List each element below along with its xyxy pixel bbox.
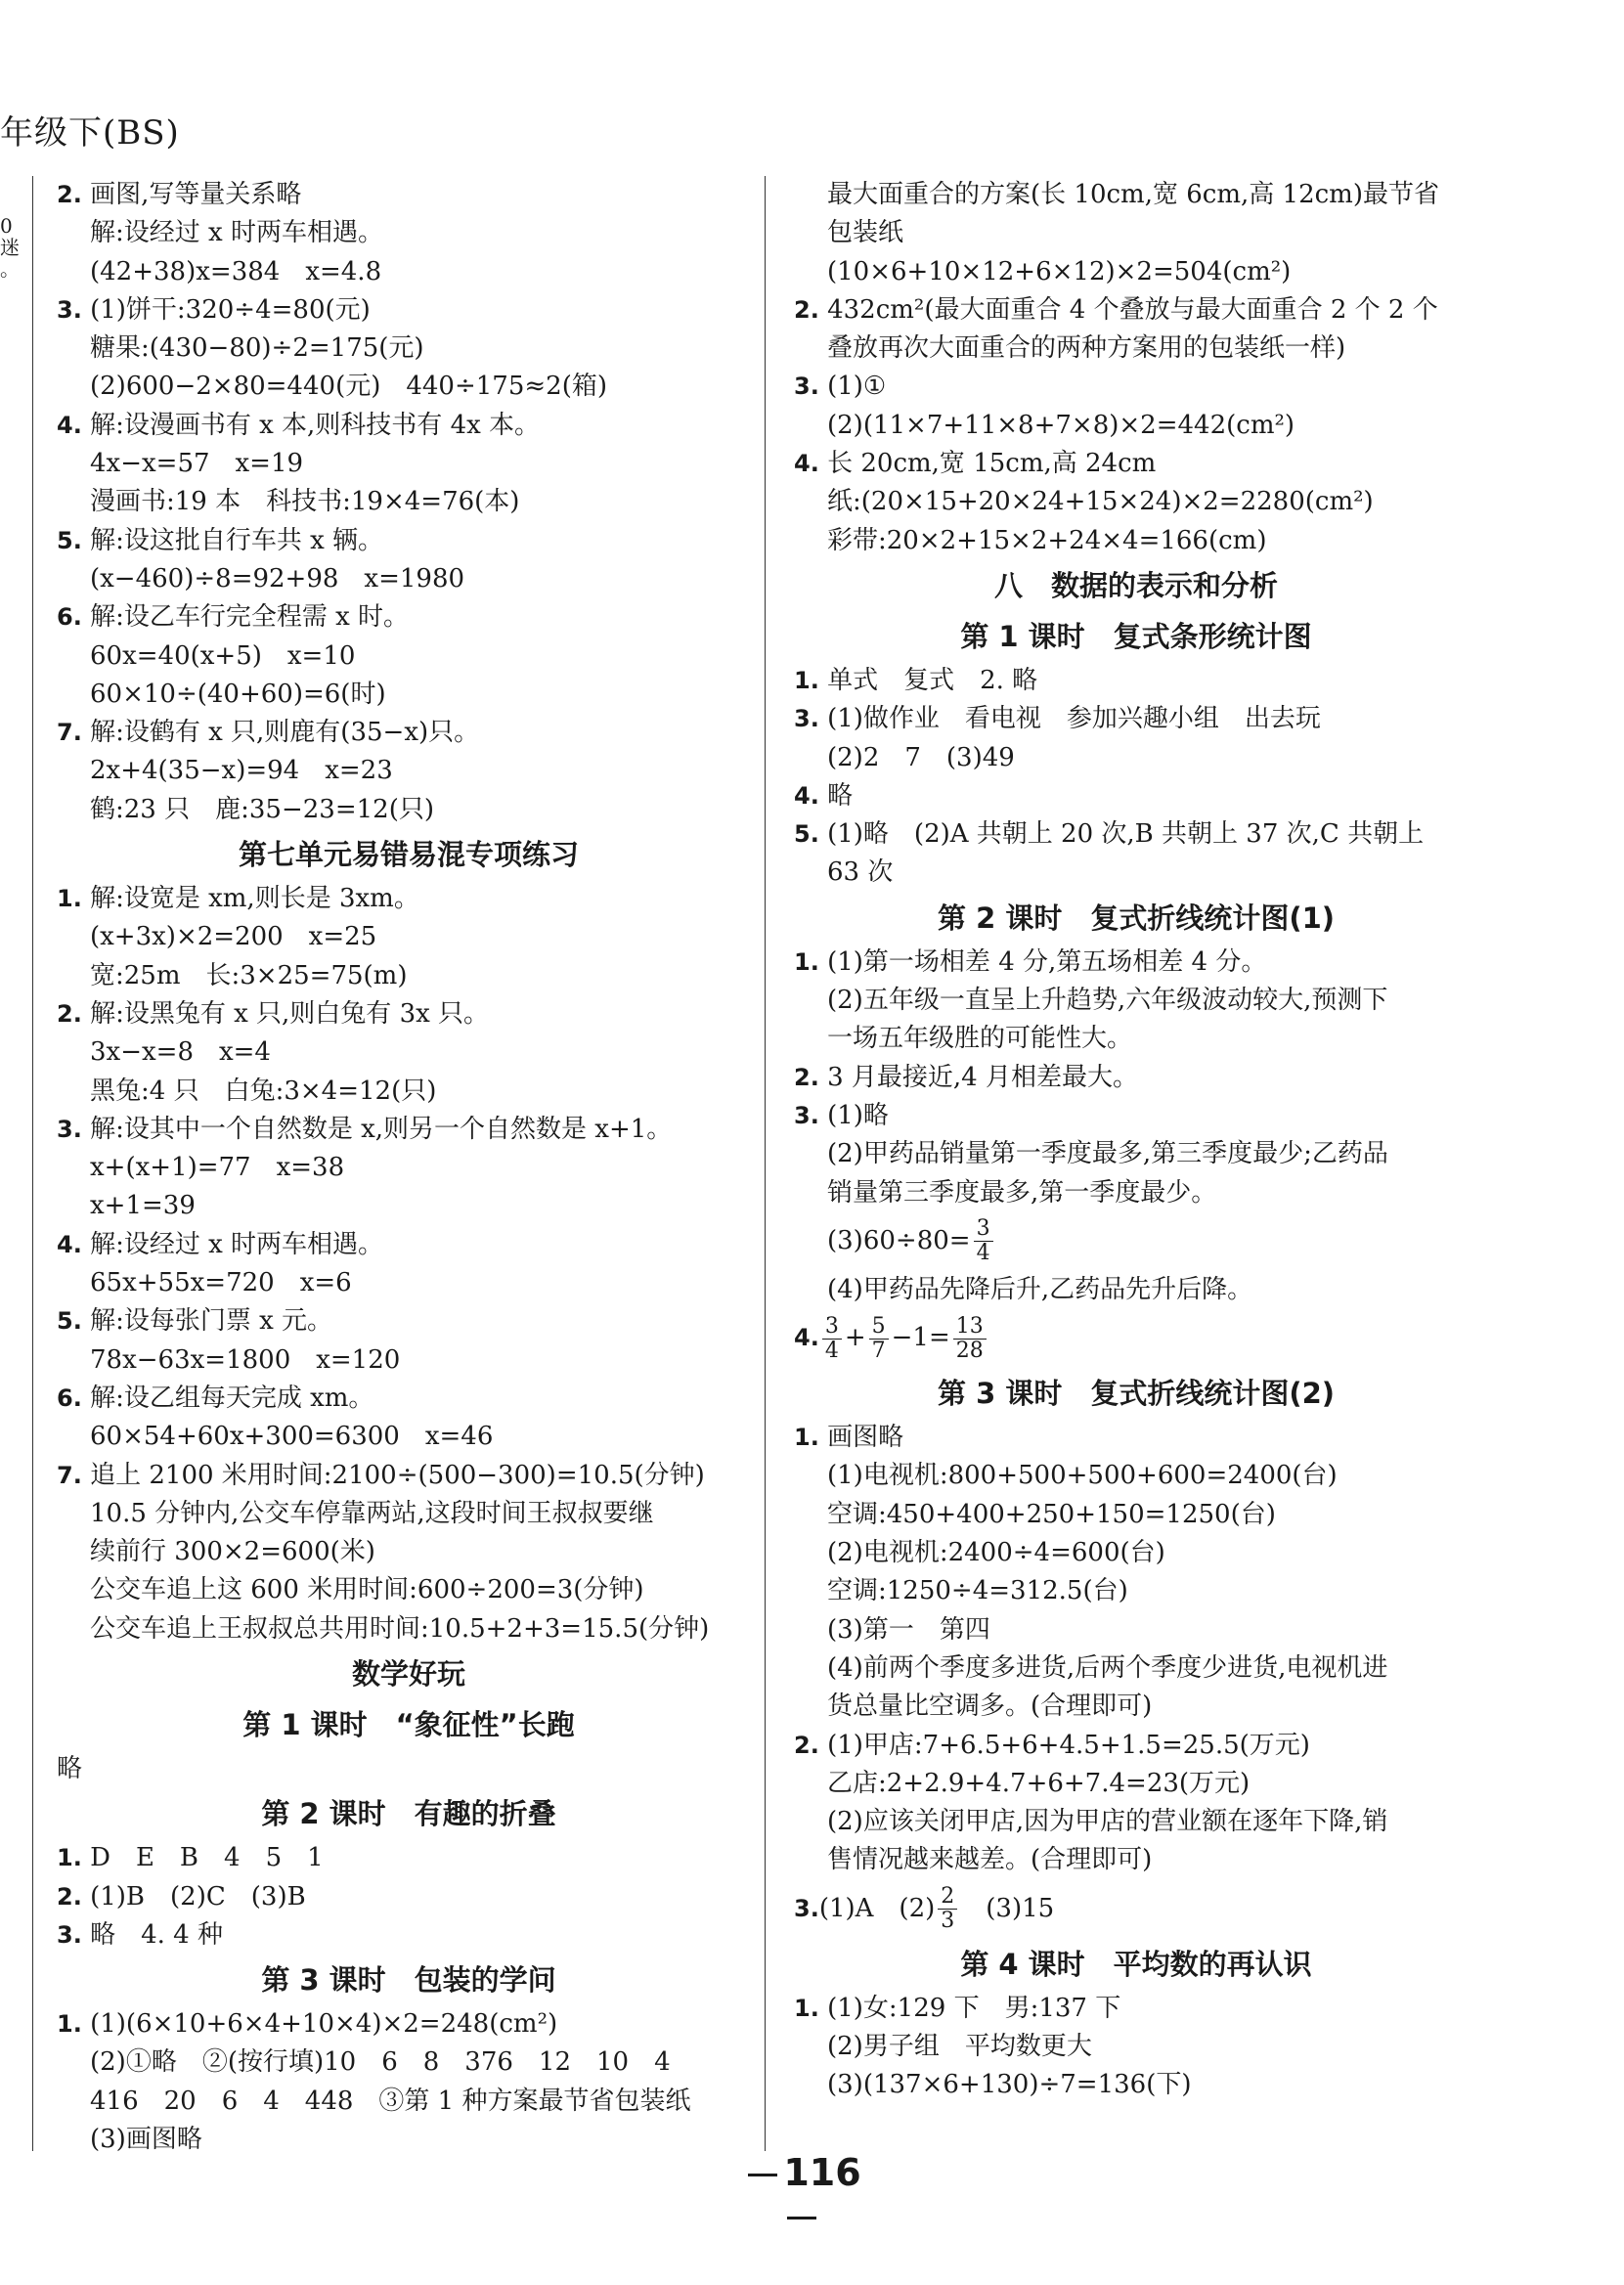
answer-line: [57, 407, 761, 445]
answer-line: [794, 662, 1478, 700]
fraction: [869, 1315, 889, 1363]
answer-text: 解:设宽是 xm,则长是 3xm。: [90, 884, 419, 914]
answer-line: 纸:(20×15+20×24+15×24)×2=2280(cm²): [827, 487, 1374, 517]
left-margin-rule: [32, 176, 33, 2151]
answer-text: D E B 4 5 1: [90, 1843, 324, 1873]
answer-line: 60×54+60x+300=6300 x=46: [90, 1422, 494, 1452]
answer-line-fraction: [794, 1880, 1478, 1939]
answer-line: (42+38)x=384 x=4.8: [90, 256, 382, 286]
answer-line: (2)甲药品销量第一季度最多,第三季度最少;乙药品: [827, 1139, 1388, 1169]
answer-line: (4)甲药品先降后升,乙药品先升后降。: [827, 1274, 1253, 1304]
fraction-numerator: 2: [938, 1885, 957, 1910]
question-number: 1.: [794, 947, 819, 976]
section-heading: 第 4 课时 平均数的再认识: [960, 1947, 1312, 1981]
answer-line: [794, 815, 1478, 854]
section-heading: 第七单元易错易混专项练习: [238, 838, 579, 872]
answer-line: 宽:25m 长:3×25=75(m): [90, 960, 408, 990]
question-number: 2.: [57, 181, 82, 208]
answer-text: 解:设黑兔有 x 只,则白兔有 3x 只。: [90, 998, 490, 1029]
answer-text: 解:设其中一个自然数是 x,则另一个自然数是 x+1。: [90, 1114, 673, 1144]
answer-line: [57, 176, 761, 214]
answer-line: (1)电视机:800+500+500+600=2400(台): [827, 1461, 1338, 1491]
answer-line: (3)(137×6+130)÷7=136(下): [827, 2070, 1192, 2100]
question-number: 4.: [57, 411, 82, 439]
answer-line: [57, 1878, 761, 1916]
answer-line: 63 次: [827, 857, 894, 888]
question-number: 1.: [794, 666, 819, 694]
fraction-denominator: 3: [941, 1909, 955, 1934]
answer-line: 60x=40(x+5) x=10: [90, 640, 356, 671]
section-heading: 第 1 课时 “象征性”长跑: [242, 1707, 575, 1741]
answer-text: 解:设鹤有 x 只,则鹿有(35−x)只。: [90, 718, 480, 748]
answer-line: 公交车追上这 600 米用时间:600÷200=3(分钟): [90, 1575, 644, 1605]
answer-text: 单式 复式 2. 略: [827, 665, 1038, 695]
answer-text: (1)A (2): [818, 1894, 936, 1924]
answer-line: [57, 1226, 761, 1264]
answer-text: 追上 2100 米用时间:2100÷(500−300)=10.5(分钟): [90, 1460, 705, 1490]
answer-line: (3)第一 第四: [827, 1614, 990, 1645]
fraction-denominator: 28: [955, 1338, 984, 1363]
answer-text: (1)做作业 看电视 参加兴趣小组 出去玩: [827, 704, 1321, 734]
answer-line: 漫画书:19 本 科技书:19×4=76(本): [90, 487, 520, 517]
answer-line: [794, 368, 1478, 406]
answer-line: (x+3x)×2=200 x=25: [90, 922, 377, 952]
answer-text: 3 月最接近,4 月相差最大。: [827, 1062, 1138, 1092]
edge-mark: 。: [0, 257, 20, 281]
answer-line: (2)(11×7+11×8+7×8)×2=442(cm²): [827, 410, 1295, 440]
answer-line: 10.5 分钟内,公交车停靠两站,这段时间王叔叔要继: [90, 1498, 654, 1528]
answer-text: (3)60÷80=: [827, 1226, 971, 1256]
answer-text: (1)(6×10+6×4+10×4)×2=248(cm²): [90, 2009, 558, 2040]
answer-line: 78x−63x=1800 x=120: [90, 1344, 401, 1375]
question-number: 3.: [794, 373, 819, 401]
question-number: 1.: [57, 2010, 82, 2039]
answer-line: 续前行 300×2=600(米): [90, 1537, 375, 1567]
answer-line: [794, 1097, 1478, 1135]
answer-line: (10×6+10×12+6×12)×2=504(cm²): [827, 256, 1292, 286]
question-number: 4.: [794, 781, 819, 810]
answer-line: 叠放再次大面重合的两种方案用的包装纸一样): [827, 333, 1346, 364]
answer-line: (2)电视机:2400÷4=600(台): [827, 1538, 1165, 1568]
answer-line: 包装纸: [827, 218, 904, 248]
answer-line: (2)600−2×80=440(元) 440÷175≈2(箱): [90, 372, 608, 402]
operator: +: [844, 1323, 866, 1353]
answer-line: 售情况越来越差。(合理即可): [827, 1845, 1153, 1875]
answer-line: [57, 598, 761, 637]
left-column: [57, 176, 761, 2159]
fraction-denominator: 4: [824, 1338, 839, 1363]
question-number: 6.: [57, 603, 82, 632]
answer-text: (3)15: [960, 1894, 1055, 1924]
page-number-text: 116: [783, 2151, 861, 2194]
answer-line: 略: [57, 1753, 83, 1783]
question-number: 5.: [794, 820, 819, 849]
answer-text: (1)甲店:7+6.5+6+4.5+1.5=25.5(万元): [827, 1730, 1310, 1760]
answer-text: (1)第一场相差 4 分,第五场相差 4 分。: [827, 946, 1267, 977]
answer-text: 画图略: [827, 1423, 904, 1453]
answer-line: 最大面重合的方案(长 10cm,宽 6cm,高 12cm)最节省: [827, 180, 1439, 209]
answer-text: 略 4. 4 种: [90, 1919, 223, 1950]
answer-text: (1)略 (2)A 共朝上 20 次,B 共朝上 37 次,C 共朝上: [827, 819, 1425, 850]
question-number: 2.: [57, 999, 82, 1028]
answer-line: 公交车追上王叔叔总共用时间:10.5+2+3=15.5(分钟): [90, 1613, 710, 1644]
question-number: 5.: [57, 526, 82, 554]
answer-text: 长 20cm,宽 15cm,高 24cm: [827, 449, 1157, 479]
answer-line: (4)前两个季度多进货,后两个季度少进货,电视机进: [827, 1652, 1388, 1683]
question-number: 5.: [57, 1307, 82, 1336]
answer-line: [794, 1990, 1478, 2028]
question-number: 3.: [794, 1895, 819, 1923]
answer-line: [57, 995, 761, 1033]
answer-line: [57, 1302, 761, 1340]
answer-line: 黑兔:4 只 白兔:3×4=12(只): [90, 1076, 437, 1106]
answer-line: 4x−x=57 x=19: [90, 449, 304, 479]
question-number: 3.: [57, 295, 82, 324]
question-number: 2.: [794, 295, 819, 324]
section-heading: 数学好玩: [351, 1656, 465, 1691]
answer-text: 432cm²(最大面重合 4 个叠放与最大面重合 2 个 2 个: [827, 294, 1438, 325]
answer-line: (3)画图略: [90, 2125, 202, 2155]
answer-line: [57, 714, 761, 752]
operator: −1=: [891, 1323, 950, 1353]
question-number: 2.: [57, 1882, 82, 1911]
answer-text: 解:设经过 x 时两车相遇。: [90, 1229, 384, 1259]
question-number: 3.: [57, 1920, 82, 1949]
answer-line: 65x+55x=720 x=6: [90, 1268, 352, 1298]
answer-line: 一场五年级胜的可能性大。: [827, 1024, 1133, 1054]
answer-line: [57, 880, 761, 918]
question-number: 6.: [57, 1384, 82, 1412]
answer-line: 空调:450+400+250+150=1250(台): [827, 1499, 1276, 1529]
section-heading: 第 2 课时 有趣的折叠: [261, 1797, 556, 1831]
section-heading: 第 2 课时 复式折线统计图(1): [937, 901, 1336, 935]
answer-text: 解:设每张门票 x 元。: [90, 1306, 333, 1337]
answer-line: 销量第三季度最多,第一季度最少。: [827, 1177, 1217, 1208]
answer-line: [57, 1839, 761, 1877]
answer-line: (2)男子组 平均数更大: [827, 2031, 1092, 2061]
answer-text: 解:设乙组每天完成 xm。: [90, 1383, 374, 1413]
edge-marks: [0, 214, 20, 281]
fraction: [974, 1217, 993, 1265]
answer-line: 解:设经过 x 时两车相遇。: [90, 218, 383, 248]
answer-text: 略: [827, 780, 854, 811]
answer-text: 画图,写等量关系略: [90, 180, 302, 209]
answer-line: [57, 522, 761, 560]
fraction: [938, 1885, 957, 1933]
answer-line: (2)2 7 (3)49: [827, 742, 1015, 772]
answer-text: (1)略: [827, 1100, 889, 1130]
answer-line: 空调:1250÷4=312.5(台): [827, 1576, 1128, 1606]
fraction-numerator: 5: [869, 1315, 889, 1340]
question-number: 1.: [794, 1994, 819, 2022]
answer-line: x+(x+1)=77 x=38: [90, 1153, 345, 1183]
question-number: 7.: [57, 1461, 82, 1489]
answer-line-fraction: [794, 1309, 1478, 1368]
answer-text: (1)B (2)C (3)B: [90, 1881, 306, 1911]
question-number: 1.: [794, 1424, 819, 1452]
question-number: 4.: [794, 1324, 819, 1352]
answer-line: [57, 291, 761, 330]
page-number-rule: [748, 2174, 777, 2176]
answer-line: (2)应该关闭甲店,因为甲店的营业额在逐年下降,销: [827, 1807, 1388, 1837]
answer-line: [794, 445, 1478, 483]
question-number: 3.: [794, 1101, 819, 1129]
fraction-denominator: 7: [871, 1338, 886, 1363]
answer-line: [794, 700, 1478, 738]
edge-mark: 迷: [0, 236, 20, 259]
answer-line: 彩带:20×2+15×2+24×4=166(cm): [827, 525, 1267, 555]
answer-line: [57, 2005, 761, 2043]
column-divider: [765, 176, 766, 2151]
page-header: 年级下(BS): [0, 113, 180, 153]
answer-line: 2x+4(35−x)=94 x=23: [90, 756, 393, 786]
answer-line: [794, 1419, 1478, 1457]
answer-line: [57, 1380, 761, 1418]
question-number: 4.: [57, 1230, 82, 1258]
answer-line: 糖果:(430−80)÷2=175(元): [90, 333, 424, 364]
answer-line: 货总量比空调多。(合理即可): [827, 1692, 1153, 1722]
answer-line: [794, 944, 1478, 982]
fraction-denominator: 4: [976, 1241, 990, 1266]
answer-line-fraction: [794, 1212, 1478, 1271]
edge-mark: 0: [0, 214, 13, 238]
question-number: 3.: [794, 705, 819, 733]
fraction: [953, 1315, 987, 1363]
answer-text: (1)①: [827, 372, 887, 402]
fraction-numerator: 13: [953, 1315, 987, 1340]
question-number: 2.: [794, 1731, 819, 1759]
question-number: 1.: [57, 1844, 82, 1872]
section-heading: 第 3 课时 包装的学问: [261, 1963, 556, 1998]
answer-text: 解:设漫画书有 x 本,则科技书有 4x 本。: [90, 410, 541, 440]
answer-text: 解:设乙车行完全程需 x 时。: [90, 602, 410, 633]
answer-line: [57, 1111, 761, 1149]
answer-text: (1)女:129 下 男:137 下: [827, 1993, 1121, 2023]
answer-line: 鹤:23 只 鹿:35−23=12(只): [90, 794, 434, 824]
answer-line: [794, 1727, 1478, 1765]
section-heading: 八 数据的表示和分析: [993, 568, 1278, 602]
answer-line: [794, 777, 1478, 815]
page-number: [724, 2151, 880, 2237]
answer-line: [57, 1457, 761, 1495]
fraction: [822, 1315, 842, 1363]
answer-line: (2)五年级一直呈上升趋势,六年级波动较大,预测下: [827, 986, 1388, 1016]
answer-line: 60×10÷(40+60)=6(时): [90, 679, 386, 709]
fraction-numerator: 3: [822, 1315, 842, 1340]
answer-line: [794, 1059, 1478, 1097]
question-number: 2.: [794, 1063, 819, 1091]
answer-line: [794, 291, 1478, 330]
question-number: 7.: [57, 719, 82, 747]
answer-text: (1)饼干:320÷4=80(元): [90, 294, 371, 325]
page-number-rule: [787, 2217, 816, 2219]
answer-line: 3x−x=8 x=4: [90, 1037, 271, 1068]
section-heading: 第 3 课时 复式折线统计图(2): [937, 1377, 1336, 1411]
answer-line: [57, 1916, 761, 1955]
answer-line: 416 20 6 4 448 ③第 1 种方案最节省包装纸: [90, 2086, 691, 2116]
question-number: 3.: [57, 1115, 82, 1143]
answer-line: (2)①略 ②(按行填)10 6 8 376 12 10 4: [90, 2047, 671, 2078]
fraction-numerator: 3: [974, 1217, 993, 1242]
answer-line: x+1=39: [90, 1191, 196, 1221]
question-number: 1.: [57, 885, 82, 913]
answer-text: 解:设这批自行车共 x 辆。: [90, 525, 384, 555]
section-heading: 第 1 课时 复式条形统计图: [960, 619, 1312, 653]
right-column: [794, 176, 1478, 2105]
question-number: 4.: [794, 450, 819, 478]
answer-line: 乙店:2+2.9+4.7+6+7.4=23(万元): [827, 1768, 1251, 1798]
answer-line: (x−460)÷8=92+98 x=1980: [90, 563, 465, 593]
